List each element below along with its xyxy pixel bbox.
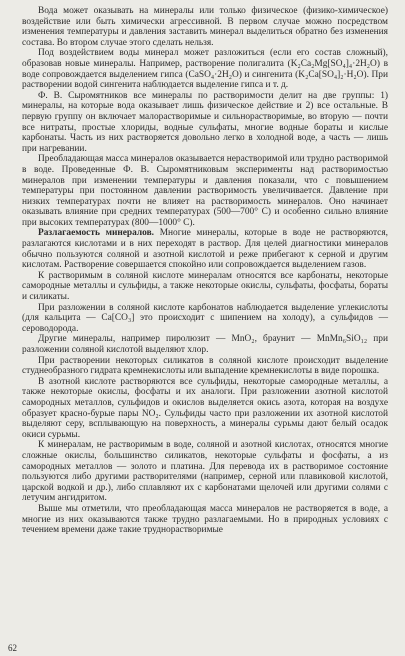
paragraph: Выше мы отметили, что преобладающая масса минералов не растворяется в воде, а многие из них оказываются также трудно разлагаемыми. Но в природных условиях с течением времени даже такие труднорастворимые xyxy=(22,503,388,536)
paragraph: Другие минералы, например пиролюзит — MnO₂, браунит — MnMn₆SiO₁₂ при разложении соляной кислотой выделяют хлор. xyxy=(22,334,388,355)
paragraph: Ф. В. Сыромятников все минералы по растворимости делит на две группы: 1) минералы, на которые вода оказывает лишь физическое действие и 2) все остальные. В первую группу он включает малорастворимые и сильнорастворимые, во вторую — почти все нитраты, простые хлориды, водные сульфаты, многие водные бораты и кислые карбонаты. Часть из них растворяется довольно легко в холодной воде, а часть — лишь при нагревании. xyxy=(22,90,388,154)
paragraph: Под воздействием воды минерал может разложиться (если его состав сложный), образовав новые минералы. Например, растворение полигалита (K₂Ca₂Mg[SO₄]₄·2H₂O) в воде сопровождается выделением гипса (CaSO₄·2H₂O) и сингенита (K₂Ca[SO₄]₂·H₂O). При растворении водой сингенита наблюдается выделение гипса и т. д. xyxy=(22,48,388,91)
paragraph: В азотной кислоте растворяются все сульфиды, некоторые самородные металлы, а также некоторые окислы, фосфаты и их аналоги. При разложении азотной кислотой самородных металлов, сульфидов и окислов выделяется окись азота, которая на воздухе образует красно-бурые пары NO₂. Сульфиды часто при разложении их азотной кислотой выделяют серу, всплывающую на поверхность, а минералы сурьмы дают белый осадок окиси сурьмы. xyxy=(22,376,388,440)
paragraph: Вода может оказывать на минералы или только физическое (физико-химическое) воздействие или быть химически агрессивной. В первом случае можно посредством изменения температуры и давления заставить минерал выделиться обратно без изменения состава. Во втором случае этого сделать нельзя. xyxy=(22,6,388,48)
paragraph: При растворении некоторых силикатов в соляной кислоте происходит выделение студнеобразного гидрата кремнекислоты или выпадение кремнекислоты в виде порошка. xyxy=(22,355,388,377)
page-number: 62 xyxy=(8,643,17,653)
paragraph xyxy=(22,228,388,270)
paragraph: К растворимым в соляной кислоте минералам относятся все карбонаты, некоторые самородные металлы и сульфиды, а также некоторые окислы, сульфаты, фосфаты, бораты и силикаты. xyxy=(22,270,388,303)
paragraph-text: Многие минералы, которые в воде не растворяются, разлагаются кислотами и в них переходят в раствор. Для целей диагностики минералов обычно пользуются соляной и азотной кислотой и реже прибегают к серной и другим кислотам. Растворение совершается спокойно или сопровождается выделением газов. xyxy=(22,228,388,271)
paragraph: К минералам, не растворимым в воде, соляной и азотной кислотах, относятся многие сложные окислы, большинство силикатов, некоторые сульфаты и фосфаты, а из самородных металлов — золото и платина. Для перевода их в растворимое состояние пользуются либо другими растворителями (например, серной или плавиковой кислотой, царской водкой и др.), либо сплавляют их с карбонатами щелочей или другими солями с летучим ангидритом. xyxy=(22,440,388,504)
paragraph: Преобладающая масса минералов оказывается нерастворимой или трудно растворимой в воде. Проведенные Ф. В. Сыромятниковым эксперименты над растворимостью минералов при изменении температуры и давления показали, что с повышением температуры при постоянном давлении растворимость увеличивается. Давление при низких температурах почти не влияет на растворимость минералов. Оно начинает оказывать влияние при средних температурах (500—700° C) и особенно сильно влияние при высоких температурах (800—1000° C). xyxy=(22,154,388,228)
paragraph: При разложении в соляной кислоте карбонатов наблюдается выделение углекислоты (для кальцита — Ca[CO₃] это происходит с шипением на холоду), а сульфидов — сероводорода. xyxy=(22,302,388,334)
section-lead-heading: Разлагаемость минералов. xyxy=(38,228,155,239)
